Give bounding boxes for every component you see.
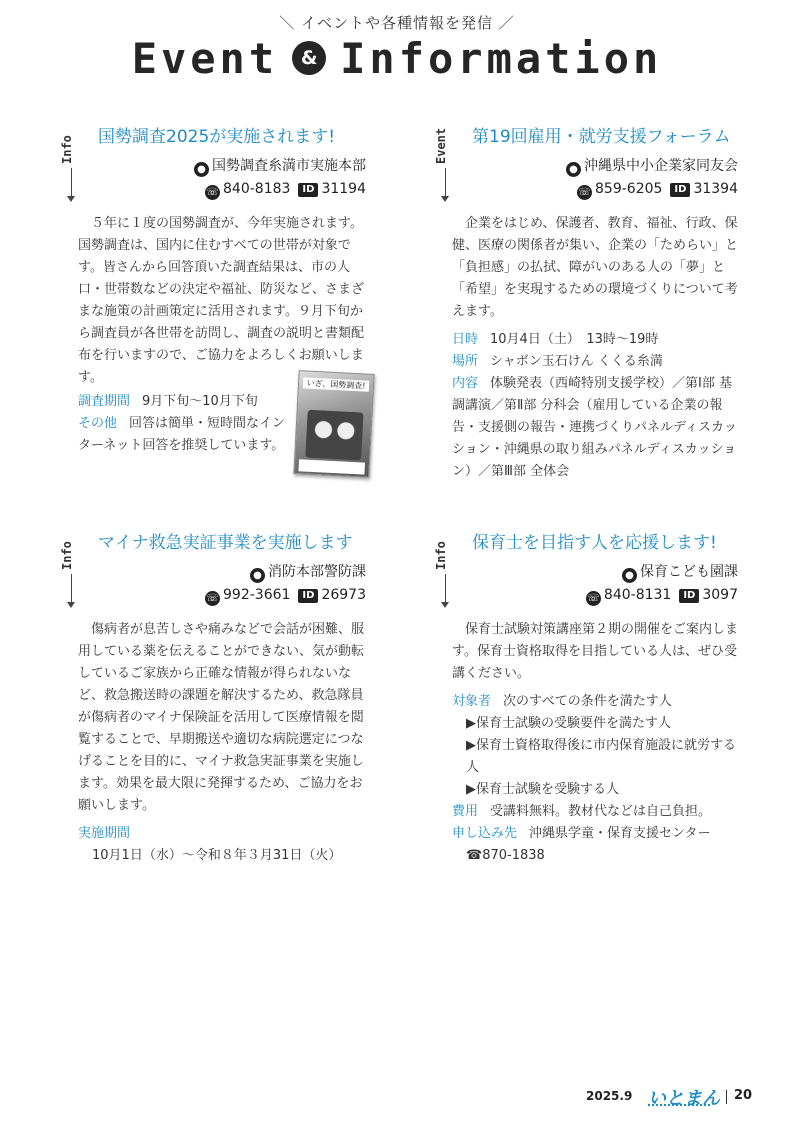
article-childcare — [434, 532, 739, 867]
phone-number[interactable]: 859-6205 — [595, 181, 663, 197]
marker-label: Info — [60, 135, 74, 164]
contact-block — [78, 561, 366, 607]
phone-number[interactable]: 840-8183 — [223, 181, 291, 197]
detail-key: 日時 — [452, 332, 479, 347]
details-list — [452, 329, 738, 483]
article-title: 保育士を目指す人を応援します! — [472, 533, 717, 553]
contact-block — [78, 155, 366, 201]
magazine-logo: いとまん — [648, 1088, 720, 1109]
department: 消防本部警防課 — [268, 564, 366, 580]
department: 沖縄県中小企業家同友会 — [584, 158, 738, 174]
article-body: 傷病者が息苦しさや痛みなどで会話が困難、服用している薬を伝えることができない、気が動転しているご家族から正確な情報が得られないなど、救急搬送時の課題を解決するため、救急隊員が傷病者のマイナ保険証を活用して医療情報を閲覧することで、早期搬送や適切な病院選定につなげることを目的に、マイナ救急実証事業を実施します。効果を最大限に発揮するため、ご協力をお願いします。 — [78, 622, 365, 813]
person-icon: ● — [250, 568, 265, 583]
detail-key: 実施期間 — [78, 826, 131, 841]
detail-key: 場所 — [452, 354, 479, 369]
detail-value: 10月1日（水）～令和８年３月31日（火） — [92, 848, 342, 863]
article-myna-emergency — [60, 532, 366, 867]
article-title: 国勢調査2025が実施されます! — [98, 127, 336, 147]
article-body: ５年に１度の国勢調査が、今年実施されます。国勢調査は、国内に住むすべての世帯が対象です。皆さんから回答頂いた調査結果は、市の人口・世帯数などの決定や福祉、防災など、さまざまな施策の計画策定に活用されます。９月下旬から調査員が各世帯を訪問し、調査の説明と書類配布を行いますので、ご協力をよろしくお願いします。 — [78, 216, 365, 385]
detail-value: 受講料無料。教材代などは自己負担。 — [490, 804, 712, 819]
department: 国勢調査糸満市実施本部 — [212, 158, 366, 174]
phone-icon: ☏ — [206, 187, 219, 198]
page-id: 3097 — [702, 587, 738, 603]
details-list — [78, 823, 366, 867]
article-title: マイナ救急実証事業を実施します — [98, 533, 353, 553]
id-search-badge: ID — [679, 589, 699, 603]
id-search-badge: ID — [298, 589, 318, 603]
article-title: 第19回雇用・就労支援フォーラム — [472, 127, 731, 147]
detail-key: 申し込み先 — [452, 826, 518, 841]
arrow-down-icon — [67, 602, 75, 608]
article-body: 企業をはじめ、保護者、教育、福祉、行政、保健、医療の関係者が集い、企業の「ためらい」と「負担感」の払拭、障がいのある人の「夢」と「希望」を実現するための環境づくりについて考えます。 — [452, 216, 739, 319]
article-body: 保育士試験対策講座第２期の開催をご案内します。保育士資格取得を目指している人は、ぜひ受講ください。 — [452, 622, 739, 681]
arrow-down-icon — [441, 196, 449, 202]
detail-value: 10月4日（土） 13時～19時 — [490, 332, 659, 347]
footer-divider — [726, 1090, 727, 1104]
list-item: ▶保育士試験を受験する人 — [466, 782, 619, 797]
phone-icon: ☏ — [206, 593, 219, 604]
phone-icon: ☏ — [587, 593, 600, 604]
page-id: 31394 — [693, 181, 738, 197]
issue-date: 2025.9 — [586, 1089, 633, 1103]
arrow-down-icon — [441, 602, 449, 608]
detail-value: シャボン玉石けん くくる糸満 — [490, 354, 663, 369]
phone-number[interactable]: 992-3661 — [223, 587, 291, 603]
census-poster-image: いざ、国勢調査! — [293, 370, 374, 478]
page-number: 20 — [734, 1088, 753, 1103]
title-event: Event — [131, 34, 279, 83]
person-icon: ● — [566, 162, 581, 177]
page-footer — [586, 1086, 766, 1110]
marker-label: Info — [60, 541, 74, 570]
phone-number[interactable]: 840-8131 — [603, 587, 672, 603]
title-information: Information — [340, 34, 663, 83]
article-forum — [434, 126, 739, 483]
detail-key: 費用 — [452, 804, 479, 819]
id-search-badge: ID — [670, 183, 690, 197]
detail-value: 回答は簡単・短時間なインターネット回答を推奨しています。 — [78, 416, 286, 453]
header-tagline: ＼ イベントや各種情報を発信 ／ — [279, 14, 515, 32]
detail-key: 対象者 — [452, 694, 492, 709]
list-item: ▶保育士資格取得後に市内保育施設に就労する人 — [466, 738, 736, 775]
detail-key: 内容 — [452, 376, 479, 391]
id-search-badge: ID — [298, 183, 318, 197]
marker-label: Event — [434, 127, 448, 164]
department: 保育こども園課 — [640, 564, 738, 580]
marker-label: Info — [434, 541, 448, 570]
apply-phone[interactable]: ☎870-1838 — [466, 848, 545, 863]
contact-block — [452, 155, 738, 201]
details-list — [452, 691, 738, 867]
detail-key: その他 — [78, 416, 118, 431]
detail-value: 次のすべての条件を満たす人 — [503, 694, 672, 709]
page-id: 26973 — [321, 587, 366, 603]
detail-key: 調査期間 — [78, 394, 131, 409]
person-icon: ● — [622, 568, 637, 583]
ampersand-badge: & — [292, 41, 326, 75]
arrow-down-icon — [67, 196, 75, 202]
person-icon: ● — [194, 162, 209, 177]
detail-value: 9月下旬～10月下旬 — [142, 394, 258, 409]
phone-icon: ☏ — [578, 187, 591, 198]
detail-value: 体験発表（西崎特別支援学校）／第Ⅰ部 基調講演／第Ⅱ部 分科会（雇用している企業の報告・支援側の報告・連携づくりパネルディスカッション・沖縄県の取り組みパネルディスカッション）／第Ⅲ部 全体会 — [452, 376, 737, 479]
list-item: ▶保育士試験の受験要件を満たす人 — [466, 716, 671, 731]
contact-block — [452, 561, 738, 607]
wave-decoration — [648, 1104, 710, 1110]
page-id: 31194 — [321, 181, 366, 197]
page-title — [0, 34, 794, 83]
detail-value: 沖縄県学童・保育支援センター — [529, 826, 711, 841]
